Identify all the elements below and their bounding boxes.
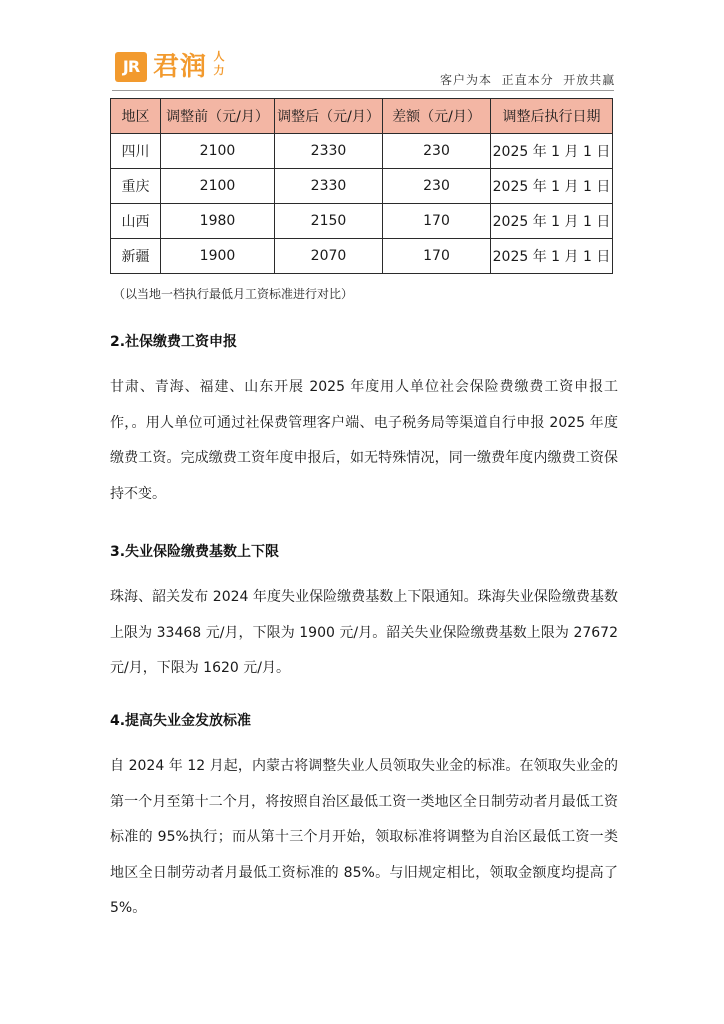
table-header-row [111, 99, 613, 134]
cell-region: 重庆 [111, 169, 161, 204]
cell-before: 1980 [161, 204, 275, 239]
cell-region: 山西 [111, 204, 161, 239]
brand-sub: 人力 [213, 50, 225, 77]
table-row [111, 169, 613, 204]
cell-before: 1900 [161, 239, 275, 274]
section-paragraph: 自 2024 年 12 月起，内蒙古将调整失业人员领取失业金的标准。在领取失业金的第一个月至第十二个月，将按照自治区最低工资一类地区全日制劳动者月最低工资标准的 95%执行；而从第十三个月开始，领取标准将调整为自治区最低工资一类地区全日制劳动者月最低工资标准的 85%。与旧规定相比，领取金额度均提高了 5%。 [110, 758, 618, 916]
cell-before: 2100 [161, 134, 275, 169]
header-region: 地区 [111, 99, 161, 134]
header-after: 调整后（元/月） [275, 99, 383, 134]
cell-date: 2025 年 1 月 1 日 [491, 134, 613, 169]
table-row [111, 204, 613, 239]
cell-after: 2330 [275, 169, 383, 204]
cell-after: 2330 [275, 134, 383, 169]
cell-diff: 170 [383, 239, 491, 274]
cell-date: 2025 年 1 月 1 日 [491, 169, 613, 204]
cell-after: 2150 [275, 204, 383, 239]
page-header [0, 0, 724, 92]
table-row [111, 134, 613, 169]
cell-date: 2025 年 1 月 1 日 [491, 204, 613, 239]
cell-region: 四川 [111, 134, 161, 169]
slogan: 客户为本 正直本分 开放共赢 [440, 73, 616, 87]
brand-name: 君润 [153, 52, 208, 82]
cell-diff: 230 [383, 169, 491, 204]
cell-diff: 230 [383, 134, 491, 169]
cell-date: 2025 年 1 月 1 日 [491, 239, 613, 274]
header-before: 调整前（元/月） [161, 99, 275, 134]
header-divider [112, 90, 614, 91]
cell-after: 2070 [275, 239, 383, 274]
cell-before: 2100 [161, 169, 275, 204]
logo-mark: JR [115, 52, 147, 82]
table-note: （以当地一档执行最低月工资标准进行对比） [113, 287, 354, 301]
section-paragraph: 甘肃、青海、福建、山东开展 2025 年度用人单位社会保险费缴费工资申报工作，。用人单位可通过社保费管理客户端、电子税务局等渠道自行申报 2025 年度缴费工资。完成缴费工资年度申报后，如无特殊情况，同一缴费年度内缴费工资保持不变。 [110, 379, 618, 502]
table-row [111, 239, 613, 274]
section-heading: 3.失业保险缴费基数上下限 [110, 544, 280, 560]
cell-diff: 170 [383, 204, 491, 239]
section-paragraph: 珠海、韶关发布 2024 年度失业保险缴费基数上下限通知。珠海失业保险缴费基数上限为 33468 元/月，下限为 1900 元/月。韶关失业保险缴费基数上限为 27672 元/月，下限为 1620 元/月。 [110, 589, 618, 676]
header-date: 调整后执行日期 [491, 99, 613, 134]
header-diff: 差额（元/月） [383, 99, 491, 134]
section-heading: 2.社保缴费工资申报 [110, 334, 238, 350]
section-heading: 4.提高失业金发放标准 [110, 713, 252, 729]
wage-table [110, 98, 613, 274]
cell-region: 新疆 [111, 239, 161, 274]
